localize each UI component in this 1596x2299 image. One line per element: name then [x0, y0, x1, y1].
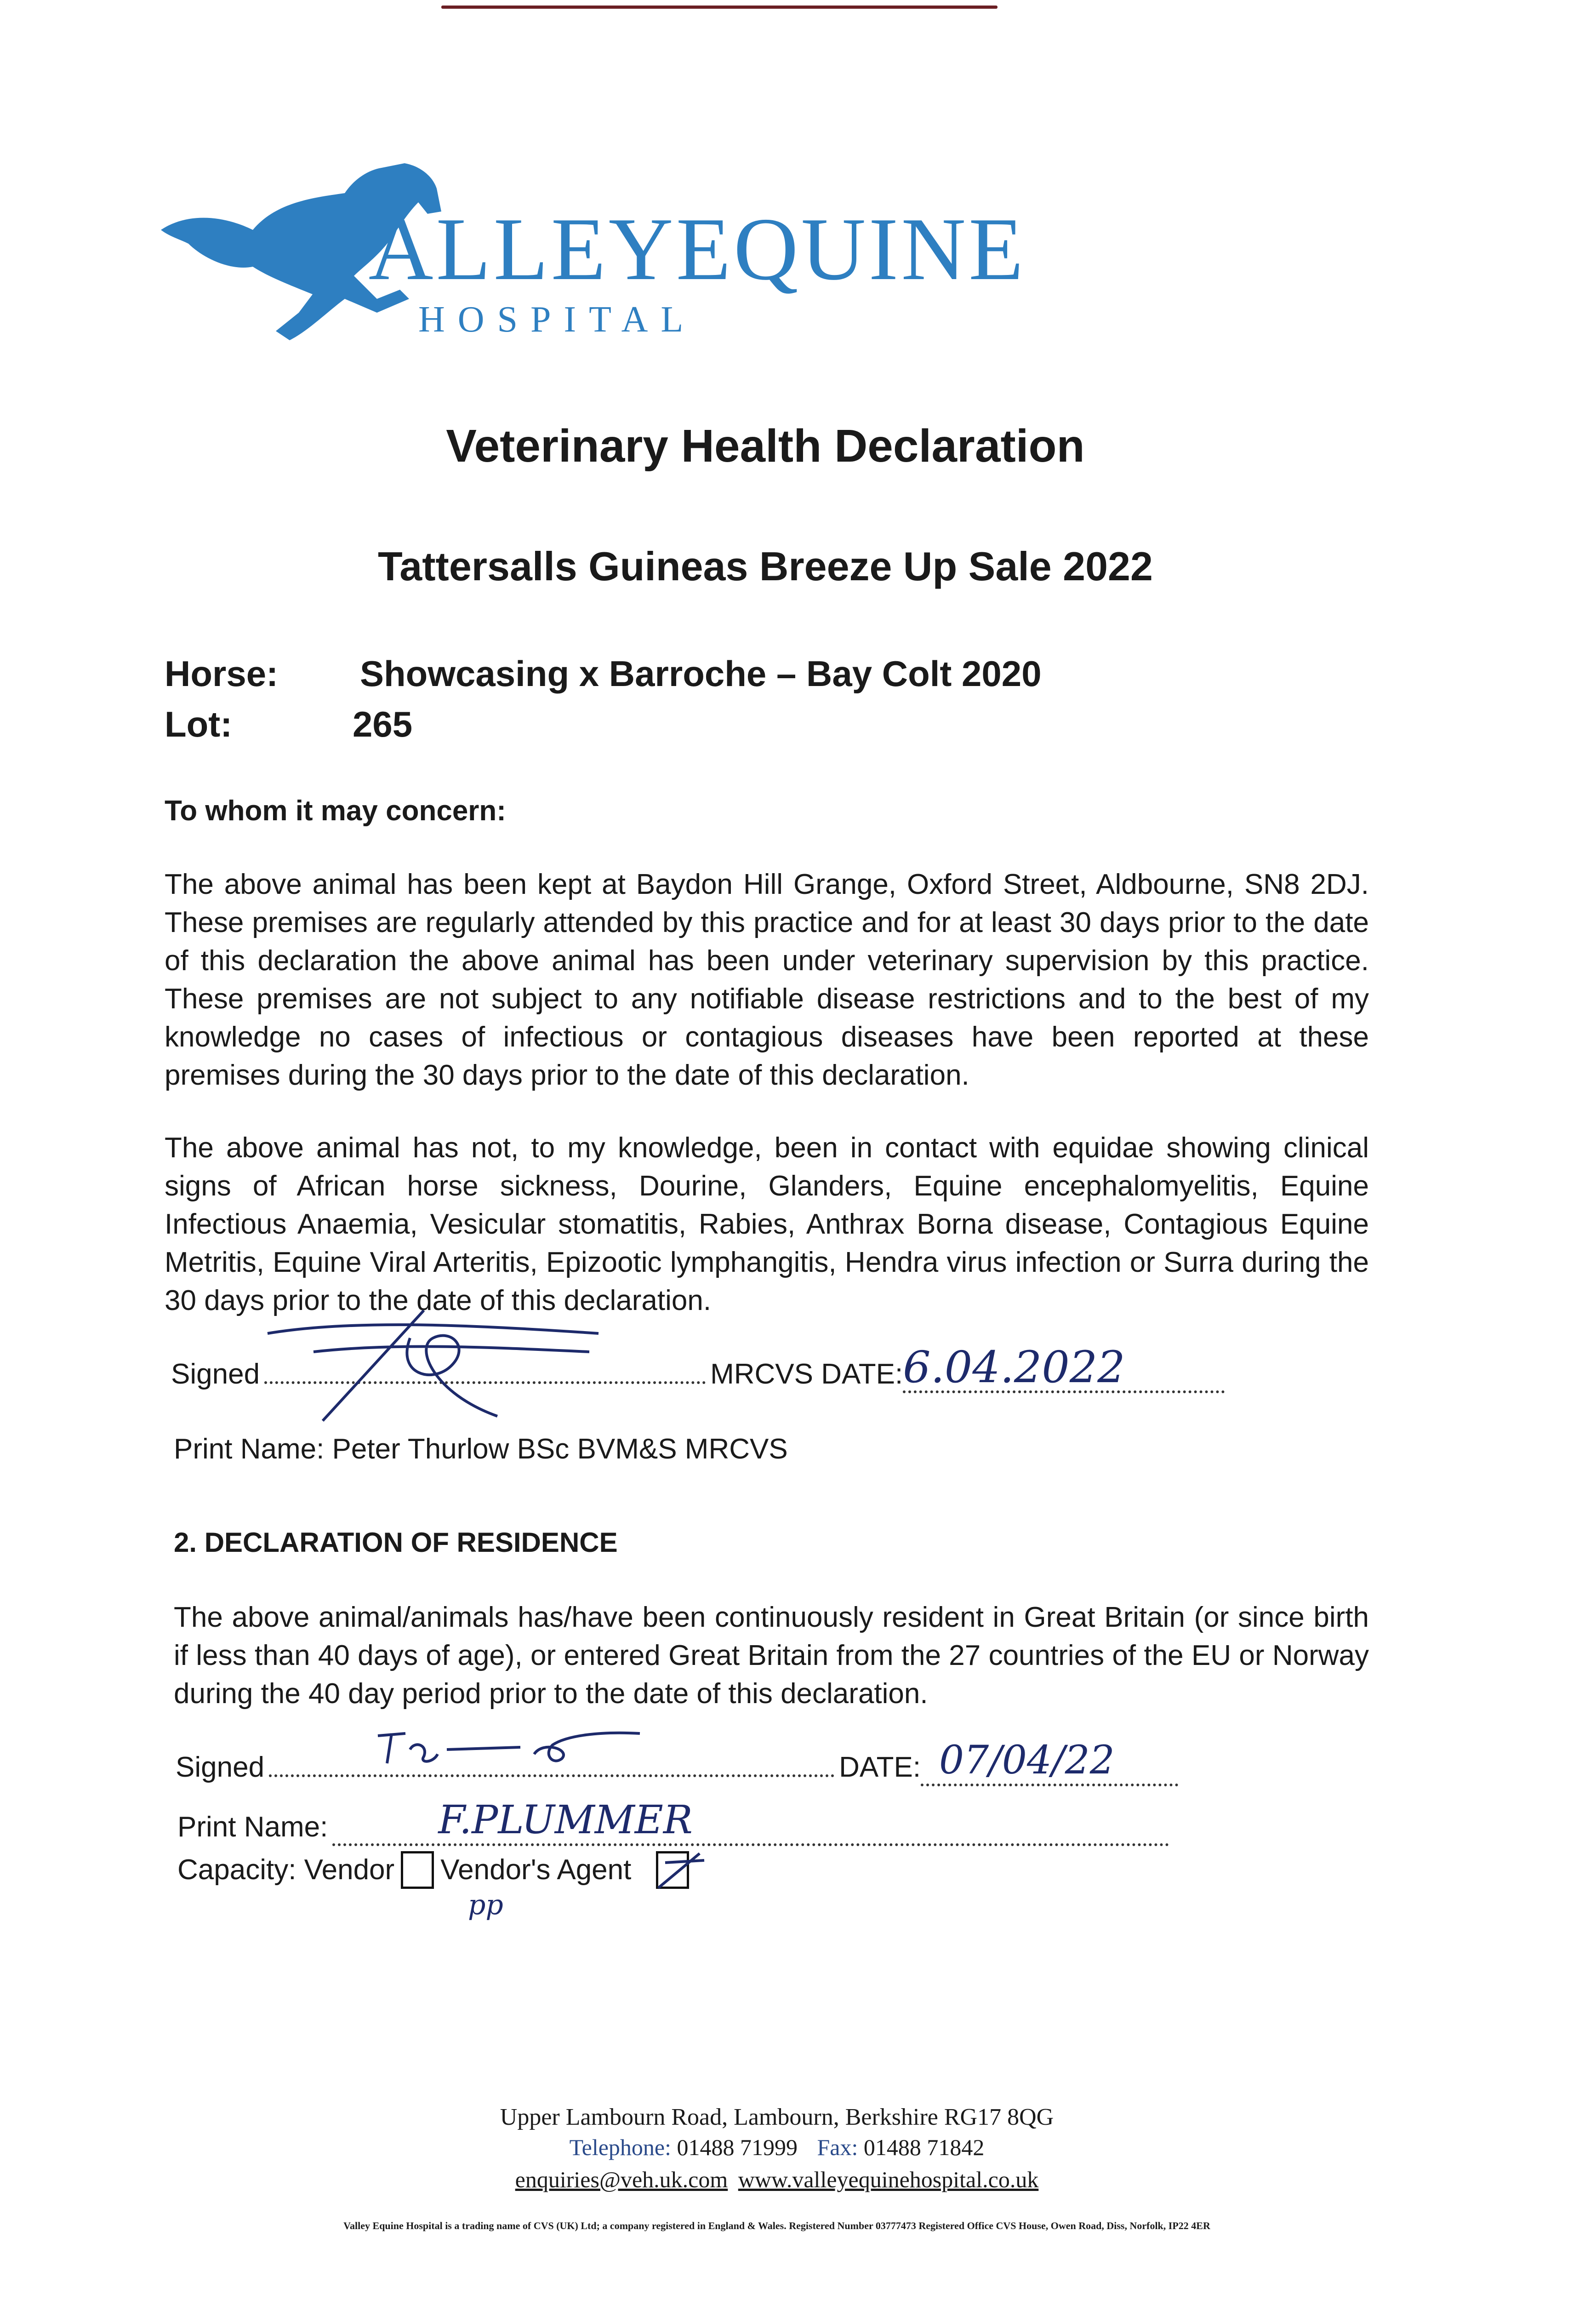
footer-address: Upper Lambourn Road, Lambourn, Berkshire RG17 8QG	[500, 2104, 1054, 2130]
print-name-row	[177, 1797, 1369, 1846]
horse-label: Horse:	[165, 653, 279, 694]
vendors-agent-label: Vendor's Agent	[440, 1854, 632, 1886]
date-value: 07/04/22	[921, 1738, 1178, 1786]
vendors-agent-checkbox[interactable]	[656, 1851, 689, 1889]
valley-equine-logo	[161, 161, 1026, 345]
vet-print-name: Print Name: Peter Thurlow BSc BVM&S MRCVS	[174, 1433, 788, 1465]
footer-contact	[0, 2134, 1554, 2161]
fax-label: Fax:	[817, 2134, 858, 2160]
salutation: To whom it may concern:	[165, 795, 506, 827]
signature-line	[269, 1774, 834, 1777]
footer-legal: Valley Equine Hospital is a trading name of CVS (UK) Ltd; a company registered in England & Wales. Registered Number 03777473 Registered Office CVS House, Owen Road, Diss, Norfolk, IP22 4ER	[343, 2220, 1210, 2231]
premises-paragraph: The above animal has been kept at Baydon Hill Grange, Oxford Street, Aldbourne, SN8 2DJ. These premises are regularly attended by this practice and for at least 30 days prior to the date of this declaration the above animal has been under veterinary supervision by this practice. These premises are not subject to any notifiable disease restrictions and to the best of my knowledge no cases of infectious or contagious diseases have been reported at these premises during the 30 days prior to the date of this declaration.	[165, 869, 1369, 1091]
residence-signature-row	[176, 1740, 1369, 1786]
disease-contact-paragraph: The above animal has not, to my knowledge, been in contact with equidae showing clinical signs of African horse sickness, Dourine, Glanders, Equine encephalomyelitis, Equine Infectious Anaemia, Vesicular stomatitis, Rabies, Anthrax Borna disease, Contagious Equine Metritis, Equine Viral Arteritis, Epizootic lymphangitis, Hendra virus infection or Surra during the 30 days prior to the date of this declaration.	[165, 1132, 1369, 1316]
signed-label: Signed	[176, 1751, 265, 1783]
fax-number: 01488 71842	[863, 2134, 985, 2160]
declaration-body	[165, 792, 1369, 1921]
residence-signature-scribble	[369, 1722, 654, 1773]
lot-value: 265	[353, 704, 413, 744]
capacity-row	[177, 1851, 1369, 1889]
email-link[interactable]: enquiries@veh.uk.com	[515, 2167, 728, 2192]
telephone-label: Telephone:	[569, 2134, 671, 2160]
vet-signature-scribble	[258, 1301, 617, 1430]
capacity-label: Capacity: Vendor	[177, 1854, 395, 1886]
section2-heading: 2. DECLARATION OF RESIDENCE	[174, 1527, 618, 1558]
print-name-value: F.PLUMMER	[332, 1797, 1169, 1846]
telephone-number: 01488 71999	[677, 2134, 798, 2160]
mrcvs-date-label: MRCVS DATE:	[710, 1358, 903, 1390]
vendor-checkbox[interactable]	[401, 1851, 434, 1889]
date-label: DATE:	[839, 1751, 921, 1783]
top-edge-line	[441, 6, 998, 9]
pp-annotation: pp	[468, 1889, 503, 1921]
check-mark-icon	[656, 1849, 707, 1890]
signed-label: Signed	[171, 1358, 260, 1390]
logo-name-main: VALLEYEQUINE	[313, 200, 1026, 299]
lot-label: Lot:	[165, 704, 233, 744]
residence-paragraph: The above animal/animals has/have been continuously resident in Great Britain (or since birth if less than 40 days of age), or entered Great Britain from the 27 countries of the EU or Norway during the 40 day period prior to the date of this declaration.	[174, 1601, 1369, 1710]
footer-links	[0, 2167, 1554, 2193]
logo-name-sub: HOSPITAL	[418, 299, 696, 340]
document-subtitle: Tattersalls Guineas Breeze Up Sale 2022	[378, 543, 1153, 589]
print-name-label: Print Name:	[177, 1811, 328, 1843]
mrcvs-date-value: 6.04.2022	[903, 1344, 1225, 1393]
horse-value: Showcasing x Barroche – Bay Colt 2020	[360, 653, 1042, 694]
website-link[interactable]: www.valleyequinehospital.co.uk	[738, 2167, 1039, 2192]
vet-signature-row	[171, 1342, 1369, 1393]
document-title: Veterinary Health Declaration	[446, 420, 1085, 472]
